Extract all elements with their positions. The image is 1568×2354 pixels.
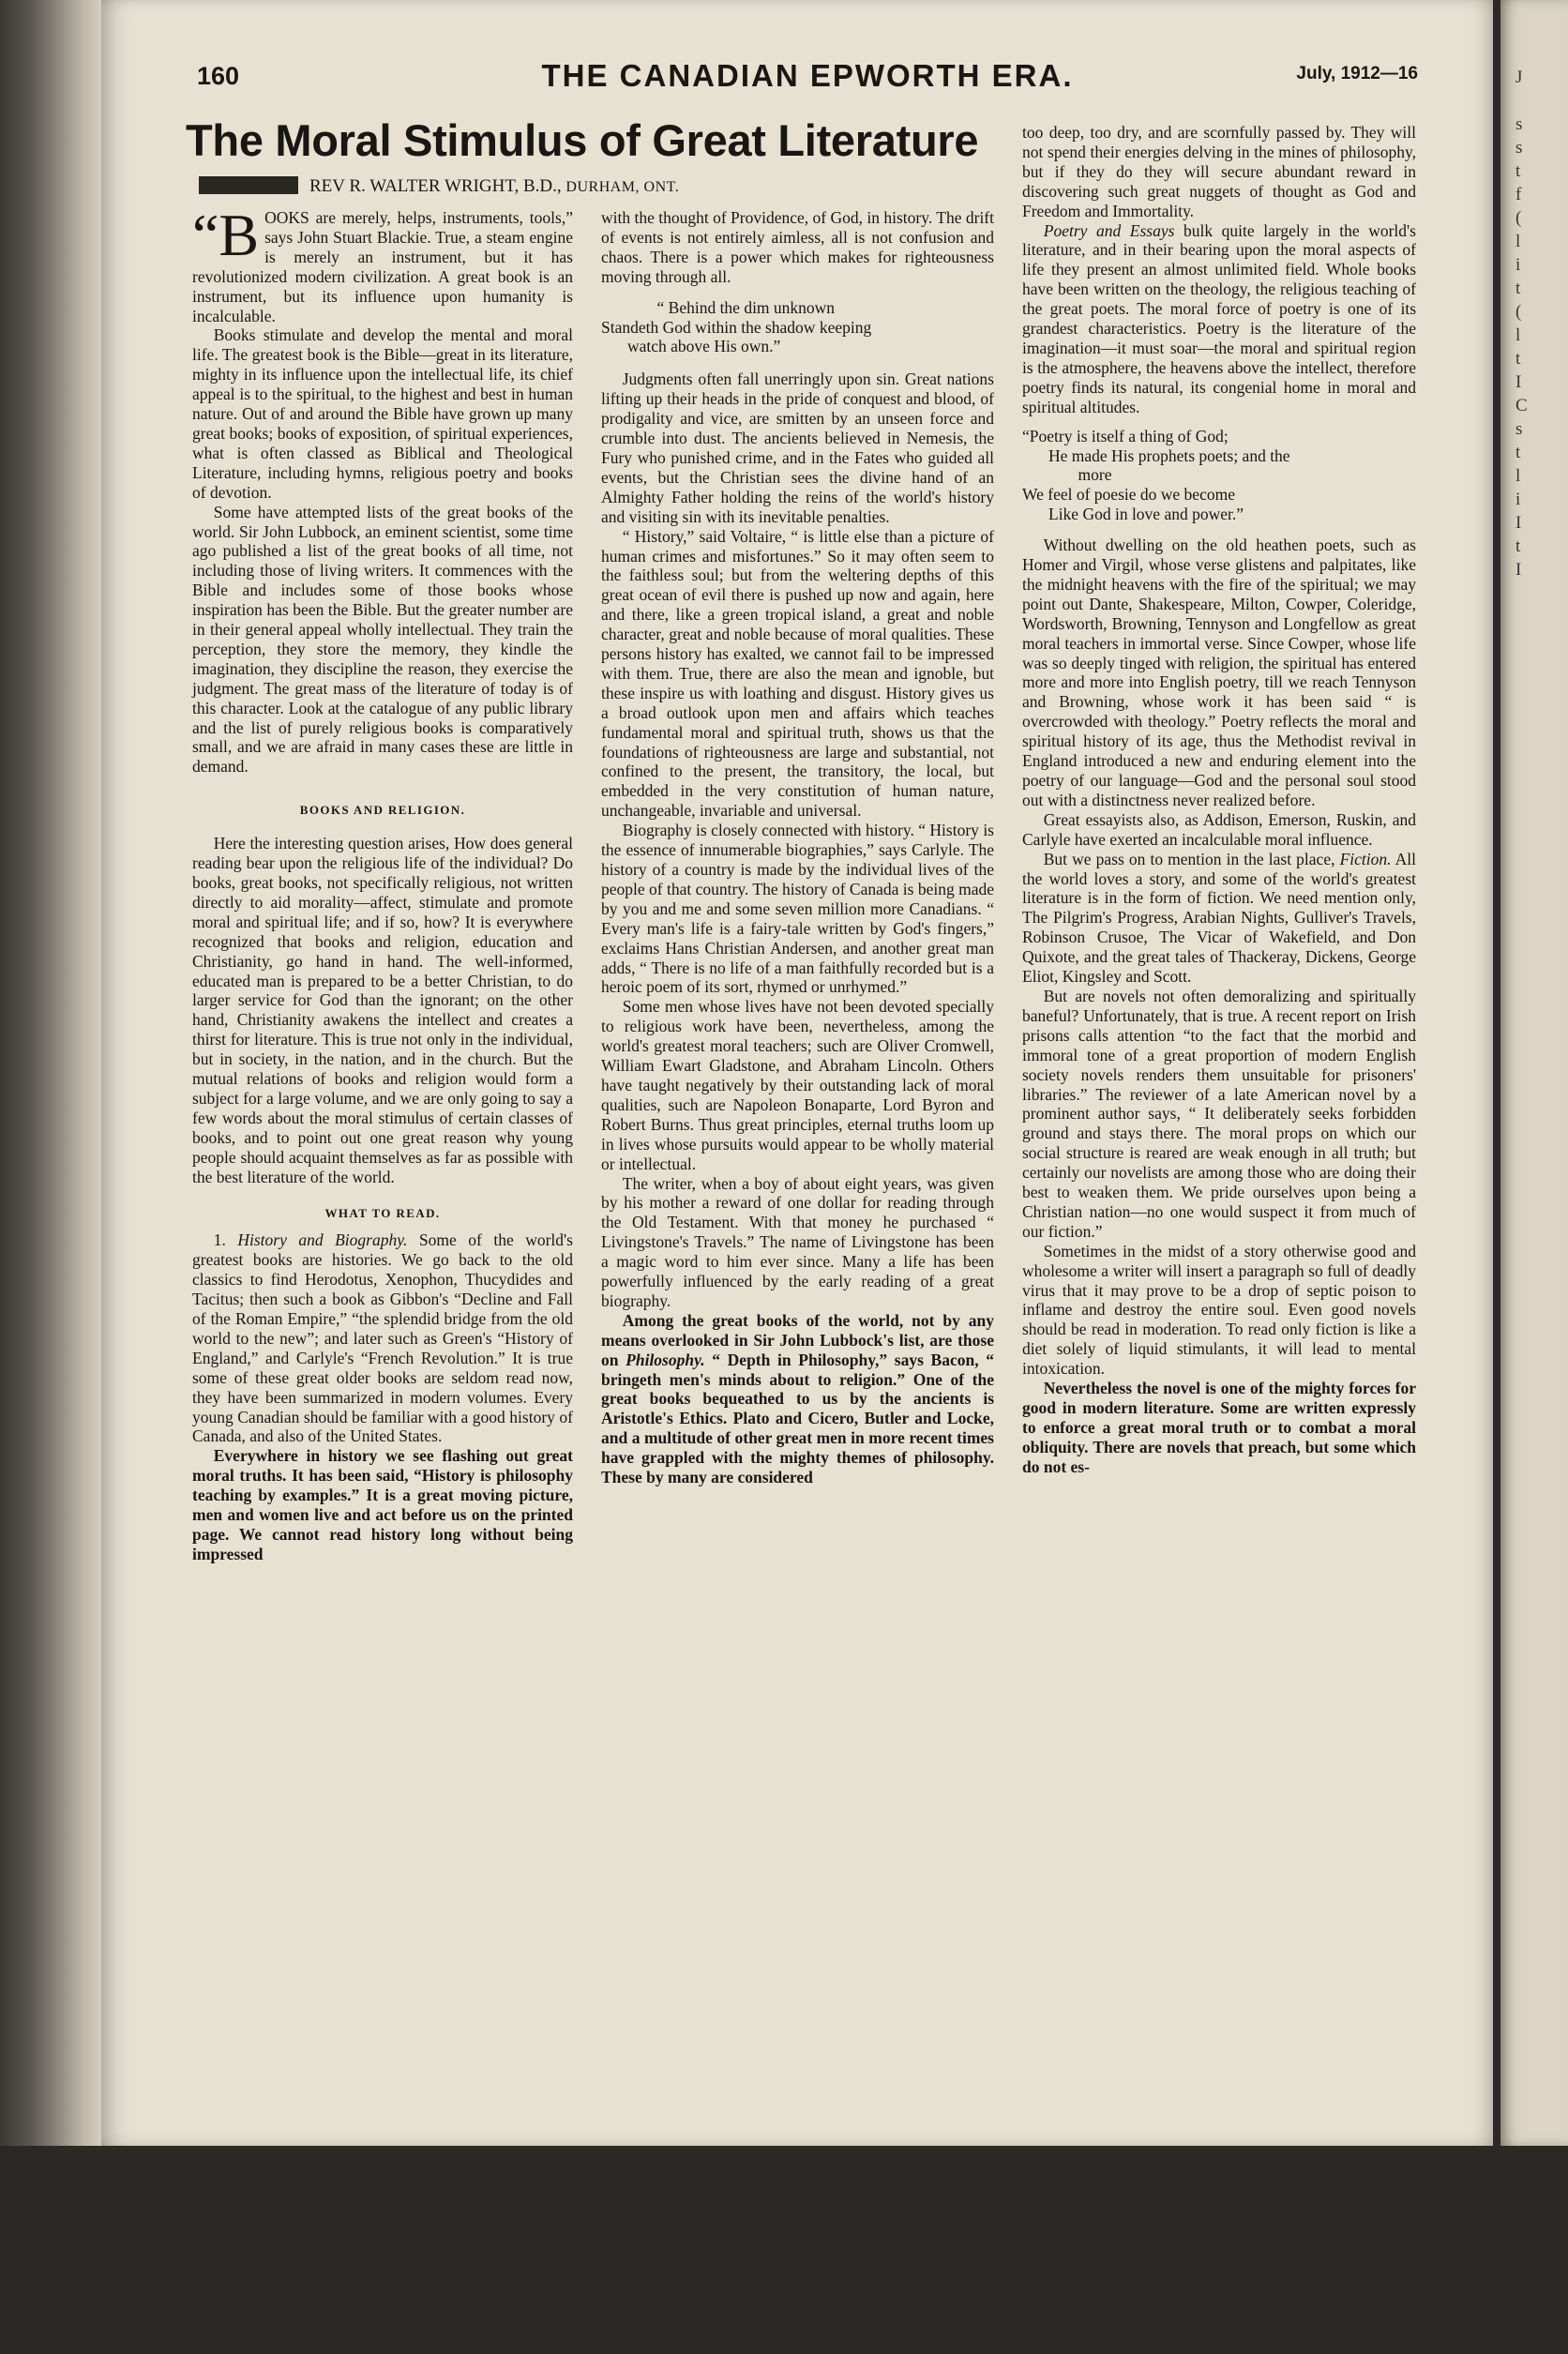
byline-rule xyxy=(199,176,298,194)
paragraph: Some have attempted lists of the great books of the world. Sir John Lubbock, an eminent scientist, some time ago published a list of the great books of all time, not including those of living writers. It commences with the Bible and includes some of those books whose inspiration has been the Bible. But the greater number are in their general appeal wholly intellectual. They train the perception, they store the memory, they kindle the imagination, they discipline the reason, they exercise the judgment. The great mass of the literature of today is of this character. Look at the catalogue of any public library and the list of purely religious books is comparatively small, and we are afraid in many cases these are little in demand. xyxy=(192,502,573,777)
paragraph: Some men whose lives have not been devoted specially to religious work have been, nevertheless, among the world's greatest moral teachers; such are Oliver Cromwell, William Ewart Gladstone, and Abraham Lincoln. Others have taught negatively by their outstanding lack of moral qualities, such are Napoleon Bonaparte, Lord Byron and Robert Burns. Thus great principles, eternal truths loom up in lives whose pursuits would appear to be wholly material or intellectual. xyxy=(601,997,994,1173)
paragraph: Without dwelling on the old heathen poets, such as Homer and Virgil, whose verse glistens and palpitates, like the midnight heavens with the fire of the spiritual; we may point out Dante, Shakespeare, Milton, Cowper, Coleridge, Wordsworth, Browning, Tennyson and Longfellow as great moral teachers in immortal verse. Since Cowper, whose life was so deeply tinged with religion, the spiritual has entered more and more into English poetry, till we reach Tennyson and Browning, whose work it has been said “ is overcrowded with theology.” Poetry reflects the moral and spiritual history of its age, thus the Methodist revival in England introduced a new and enduring element into the poetry of our language—God and the personal soul stood out with a distinctness never realized before. xyxy=(1022,536,1416,809)
paragraph: But are novels not often demoralizing and spiritually baneful? Unfortunately, that is true. A recent report on Irish prisons calls attention “to the fact that the morbid and immoral tone of a great proportion of modern English society novels renders them unsuitable for prisoners' libraries.” The reviewer of a late American novel by a prominent author says, “ It deliberately seeks forbidden ground and stays there. The moral props on which our social structure is reared are weak enough in all truth; but certainly our novelists are among those who are doing their best to weaken them. We pride ourselves upon being a Christian nation—no one would suspect it from much of our fiction.” xyxy=(1022,986,1416,1241)
next-page-fragment: t xyxy=(1515,161,1521,181)
next-page-fragment: ( xyxy=(1515,302,1522,322)
paragraph: Books stimulate and develop the mental and moral life. The greatest book is the Bible—great in its literature, mighty in its influence upon the intellectual life, its chief appeal is to the spiritual, to the highest and best in human nature. Out of and around the Bible have grown up many great books; books of exposition, of spiritual experiences, what is often classed as Biblical and Theological Literature, including hymns, religious poetry and books of devotion. xyxy=(192,325,573,502)
verse-quote: “Poetry is itself a thing of God; He made His prophets poets; and the more We feel of poesie do we become Like God in love and power.” xyxy=(1022,426,1290,524)
byline-place: DURHAM, ONT. xyxy=(565,179,680,195)
page-number: 160 xyxy=(197,62,240,90)
next-page-fragment: t xyxy=(1515,279,1521,298)
masthead: THE CANADIAN EPWORTH ERA. xyxy=(541,58,1074,93)
next-page-fragment: I xyxy=(1515,372,1522,392)
drop-cap: “B xyxy=(192,202,260,268)
next-page-fragment xyxy=(1515,89,1553,113)
page-header xyxy=(197,58,1418,99)
next-page-fragment: i xyxy=(1515,255,1521,275)
next-page-fragment: s xyxy=(1515,138,1523,158)
section-heading-what-to-read: WHAT TO READ. xyxy=(324,1205,441,1220)
byline xyxy=(199,176,1024,197)
paragraph: Here the interesting question arises, How does general reading bear upon the religious life of the individual? Do books, great books, not specifically religious, not written directly to aid morality—affect, stimulate and promote moral and spiritual life; and if so, how? It is everywhere recognized that books and religion, education and Christianity, go hand in hand. The well-informed, educated man is prepared to be a better Christian, to do larger service for God than the ignorant; on the other hand, Christianity awakens the intellect and creates a thirst for literature. This is true not only in the individual, but in society, in the nation, and in the church. But the mutual relations of books and religion would form a subject for a large volume, and we are only going to say a few words about the moral stimulus of certain classes of books, and to point out one great reason why young people should acquaint themselves as far as possible with the best literature of the world. xyxy=(192,834,573,1186)
next-page-fragment: i xyxy=(1515,490,1521,509)
paragraph: with the thought of Providence, of God, in history. The drift of events is not entirely aimless, all is not confusion and chaos. There is a power which makes for righteousness moving through all. xyxy=(601,208,994,286)
paragraph: 1. History and Biography. Some of the world's greatest books are histories. We go back to the old classics to find Herodotus, Xenophon, Thucydides and Tacitus; then such a book as Gibbon's “Decline and Fall of the Roman Empire,” “the splendid bridge from the old world to the new”; and later such as Green's “History of England,” and Carlyle's “French Revolution.” It is true some of these great older books are seldom read now, they have been summarized in modern volumes. Every young Canadian should be familiar with a good history of Canada, and also of the United States. xyxy=(192,1230,573,1446)
next-page-edge xyxy=(1500,0,1568,2146)
paragraph: too deep, too dry, and are scornfully passed by. They will not spend their energies delving in the mines of philosophy, but if they do they will secure abundant reward in discovering such great nuggets of thought as God and Freedom and Immortality. xyxy=(1022,123,1416,220)
paragraph: The writer, when a boy of about eight years, was given by his mother a reward of one dollar for reading through the Old Testament. With that money he purchased “ Livingstone's Travels.” The name of Livingstone has been a magic word to him ever since. Many a life has been powerfully influenced by the early reading of a great biography. xyxy=(601,1173,994,1310)
column-2 xyxy=(601,208,994,2354)
article-title: The Moral Stimulus of Great Literature xyxy=(186,115,979,165)
paragraph: Everywhere in history we see flashing out great moral truths. It has been said, “History is philosophy teaching by examples.” It is a great moving picture, men and women live and act before us on the printed page. We cannot read history long without being impressed xyxy=(192,1446,573,1563)
next-page-fragment: l xyxy=(1515,466,1521,486)
next-page-fragment: t xyxy=(1515,349,1521,369)
column-1 xyxy=(192,202,573,2354)
next-page-fragment: l xyxy=(1515,232,1521,251)
book-spine xyxy=(0,0,103,2146)
next-page-fragment: J xyxy=(1515,68,1523,87)
paragraph: But we pass on to mention in the last place, Fiction. All the world loves a story, and some of the world's greatest literature is in the form of fiction. We need mention only, The Pilgrim's Progress, Arabian Nights, Gulliver's Travels, Robinson Crusoe, The Vicar of Wakefield, and Don Quixote, and the great tales of Thackeray, Dickens, George Eliot, Kingsley and Scott. xyxy=(1022,849,1416,987)
paragraph: Among the great books of the world, not by any means overlooked in Sir John Lubbock's list, are those on Philosophy. “ Depth in Philosophy,” says Bacon, “ bringeth men's minds about to religion.” One of the great books bequeathed to us by the ancients is Aristotle's Ethics. Plato and Cicero, Butler and Locke, and a multitude of other great men in more recent times have grappled with the mighty themes of philosophy. These by many are considered xyxy=(601,1310,995,1487)
next-page-fragment: s xyxy=(1515,114,1523,134)
next-page-fragments xyxy=(1515,66,1553,581)
paragraph: Biography is closely connected with history. “ History is the essence of innumerable biographies,” says Carlyle. The history of a country is made by the individual lives of the people of that country. The history of Canada is being made by you and me and some seven million more Canadians. “ Every man's life is a fairy-tale written by God's fingers,” exclaims Hans Christian Andersen, and another great man adds, “ There is no life of a man faithfully recorded but is a heroic poem of its sort, rhymed or unrhymed.” xyxy=(601,821,994,997)
verse-quote: “ Behind the dim unknown Standeth God within the shadow keeping watch above His own.” xyxy=(601,297,872,356)
issue-date: July, 1912—16 xyxy=(1296,64,1418,83)
next-page-fragment: t xyxy=(1515,536,1521,556)
next-page-fragment: l xyxy=(1515,325,1521,345)
paragraph: Nevertheless the novel is one of the mighty forces for good in modern literature. Some are written expressly to enforce a great moral truth or to combat a moral obliquity. There are novels that preach, but some which do not es- xyxy=(1022,1379,1416,1476)
next-page-fragment: ( xyxy=(1515,208,1522,228)
next-page-fragment: t xyxy=(1515,443,1521,462)
paragraph: Poetry and Essays bulk quite largely in the world's literature, and in their bearing upon the moral aspects of life they present an almost unlimited field. Whole books have been written on the theology, the religious teaching of the great poets. The moral force of poetry is one of its grandest characteristics. Poetry is the literature of the imagination—it must soar—the moral and spiritual region is the atmosphere, the heavens above the intellect, therefore poetry finds its natural, its congenial home in moral and spiritual altitudes. xyxy=(1022,220,1416,416)
paragraph-opening: “BOOKS are merely, helps, instruments, tools,” says John Stuart Blackie. True, a steam engine is merely an instrument, but it has revolutionized modern civilization. A great book is an instrument, but its influence upon humanity is incalculable. xyxy=(192,202,573,325)
byline-author: REV R. WALTER WRIGHT, B.D., xyxy=(309,176,562,196)
next-page-fragment: I xyxy=(1515,560,1522,580)
next-page-fragment: f xyxy=(1515,185,1522,204)
next-page-fragment: I xyxy=(1515,513,1522,533)
paragraph: Great essayists also, as Addison, Emerson, Ruskin, and Carlyle have exerted an incalculable moral influence. xyxy=(1022,809,1416,849)
paragraph: Sometimes in the midst of a story otherwise good and wholesome a writer will insert a paragraph so full of deadly virus that it may prove to be a drop of septic poison to inflame and destroy the entire soul. Even good novels should be read in moderation. To read only fiction is like a diet solely of liquid stimulants, it will lead to mental intoxication. xyxy=(1022,1241,1416,1379)
next-page-fragment: C xyxy=(1515,396,1528,415)
next-page-fragment: s xyxy=(1515,419,1523,439)
paragraph: “ History,” said Voltaire, “ is little else than a picture of human crimes and misfortunes.” So it may often seem to the faithless soul; but from the weltering depths of this great ocean of evil there is pushed up now and again, here and there, like a green tropical island, a great and noble character, great and noble because of moral qualities. These persons history has exalted, we cannot fail to be impressed with them. True, there are also the mean and ignoble, but these inspire us with loathing and disgust. History gives us a broad outlook upon men and affairs which teaches fundamental moral and spiritual truth, shows us that the foundations of righteousness are large and substantial, not confined to the present, the transitory, the local, but embedded in the very constitution of human nature, unchangeable, invariable and universal. xyxy=(601,526,994,821)
section-heading-books-and-religion: BOOKS AND RELIGION. xyxy=(299,803,466,818)
paragraph: Judgments often fall unerringly upon sin. Great nations lifting up their heads in the pride of conquest and blood, of prodigality and vice, are smitten by an unseen force and crumble into dust. The ancients believed in Nemesis, the Fury who punished crime, and in the Fates who guided all events, but the Christian sees the divine hand of an Almighty Father holding the reins of the world's history and visiting sin with its inevitable penalties. xyxy=(601,370,994,526)
column-3 xyxy=(1022,123,1416,2269)
